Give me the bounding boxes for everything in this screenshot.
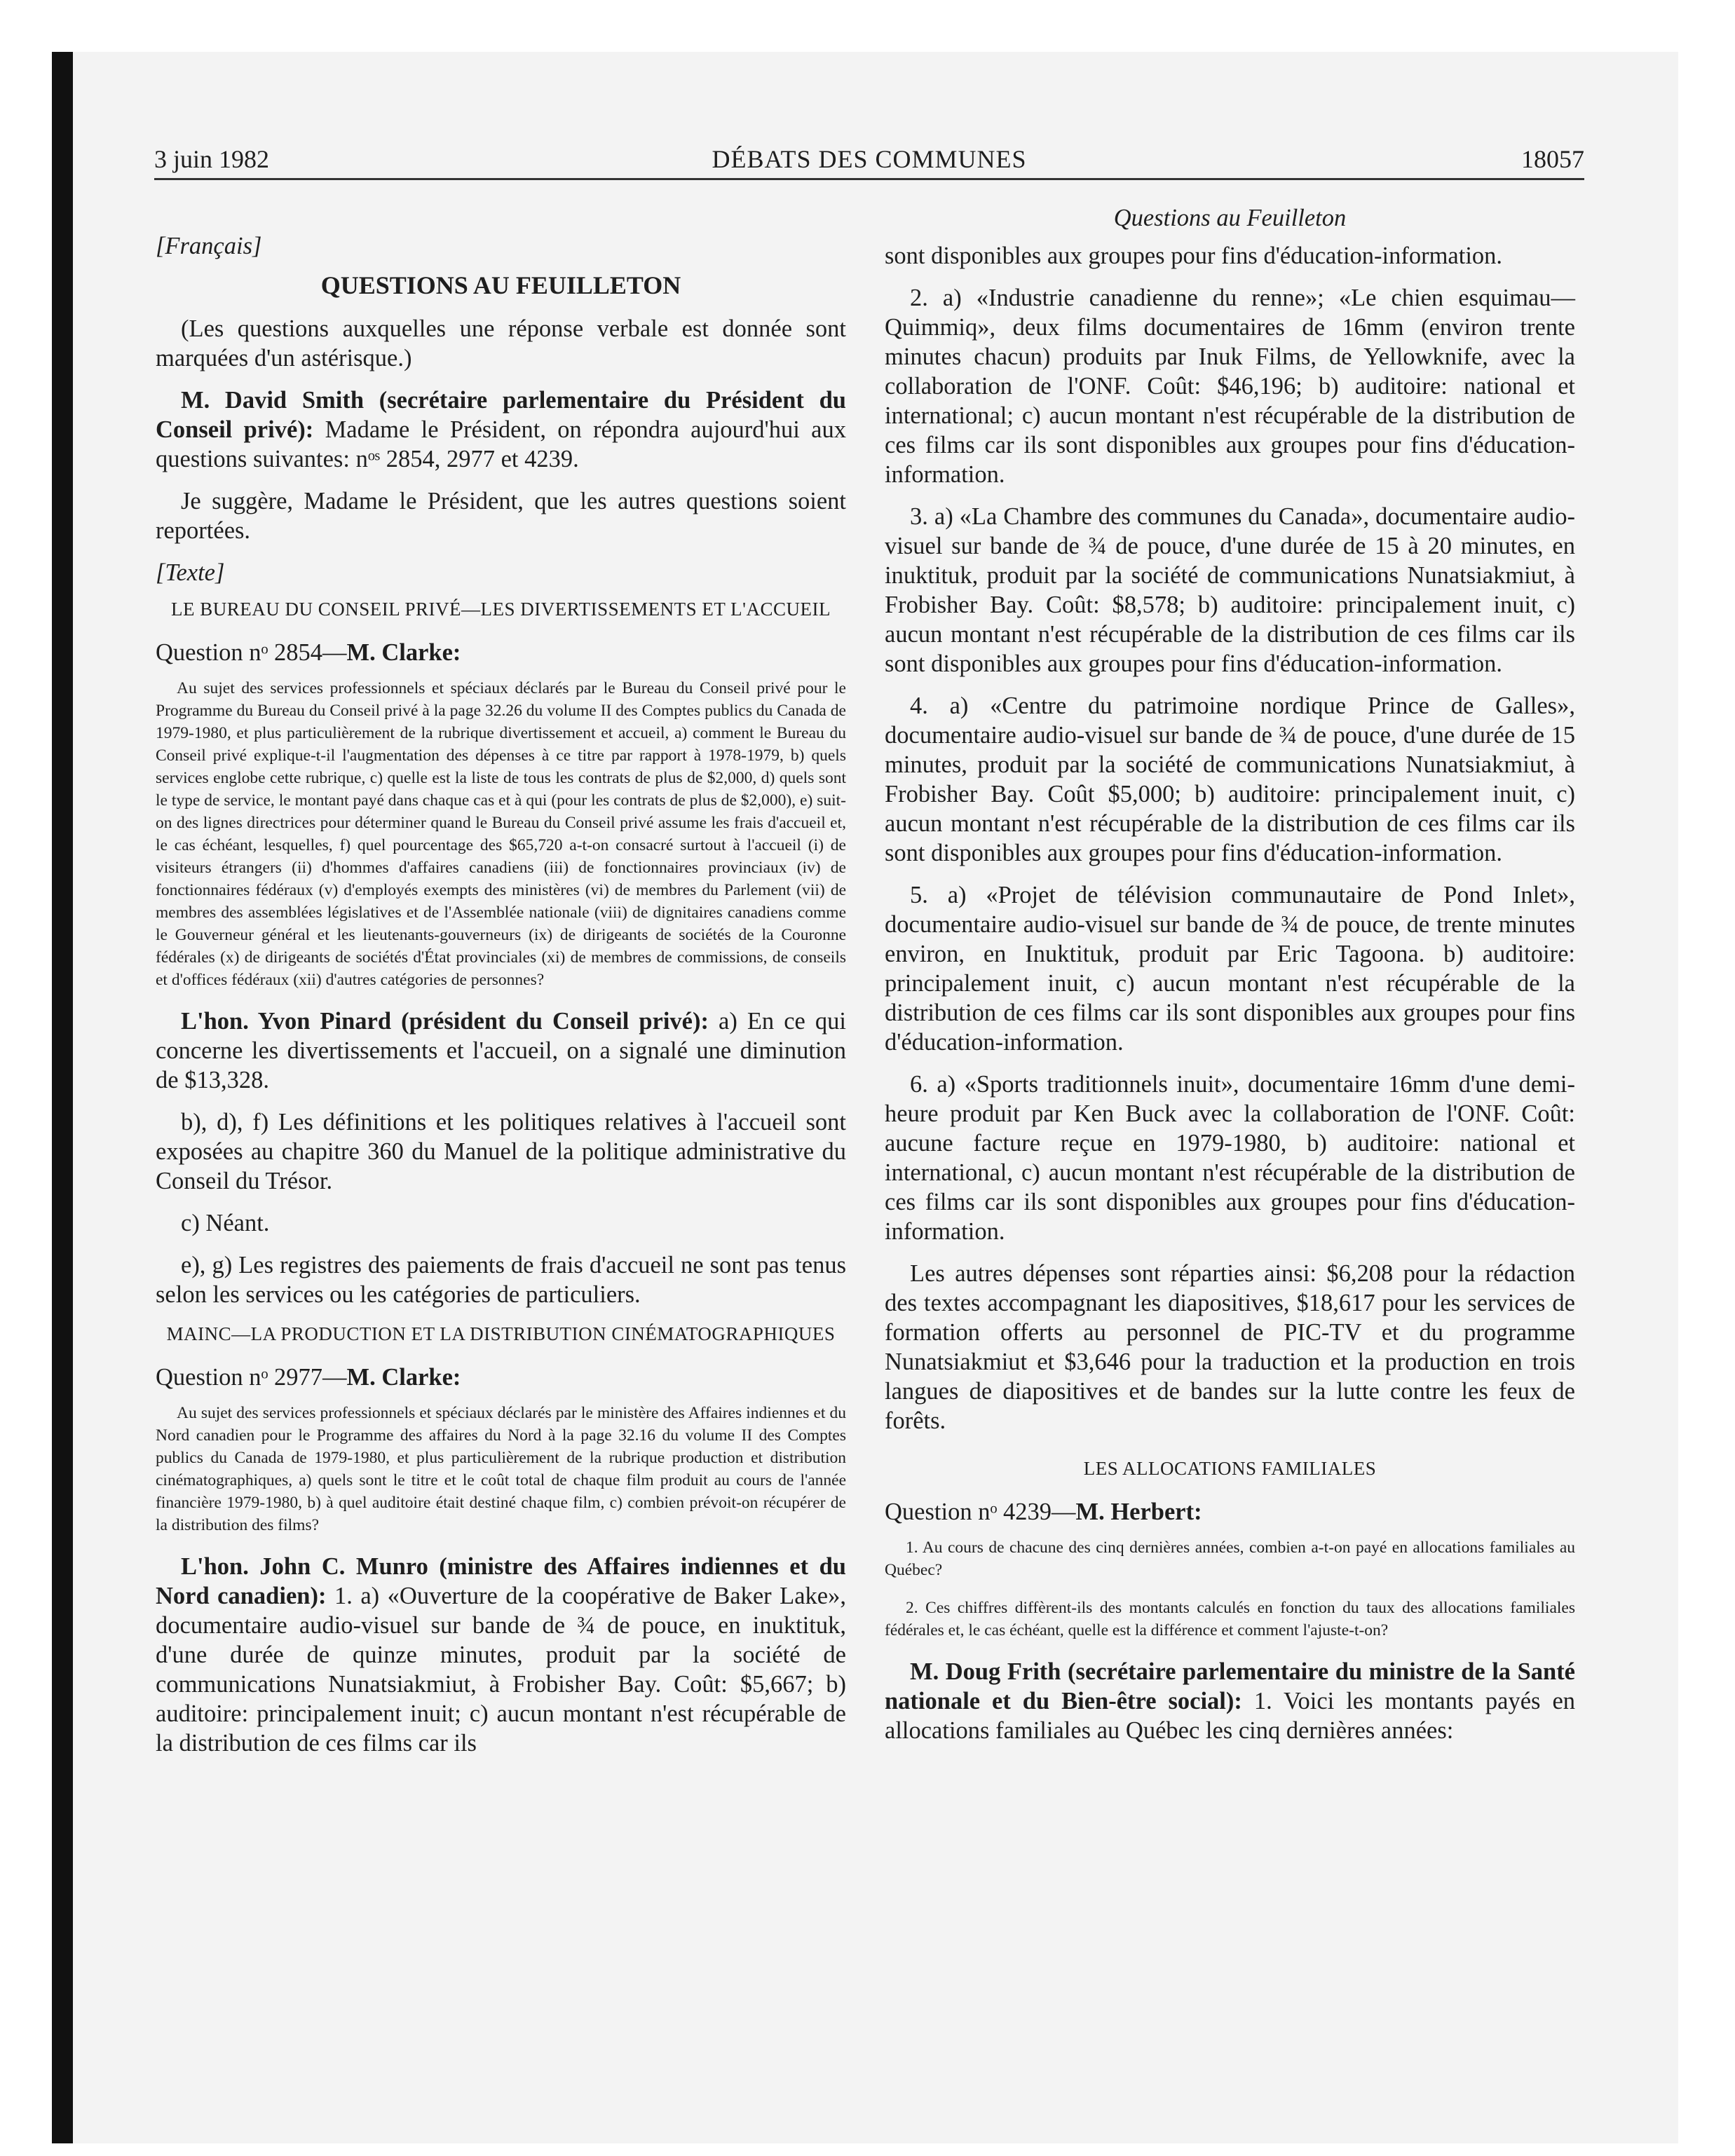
question-2854-text: Au sujet des services professionnels et spéciaux déclarés par le Bureau du Conseil privé pour le Programme du Bureau du Conseil privé à la page 32.26 du volume II des Comptes publics du Canada de 1979-1980, et plus particulièrement de la rubrique divertissement et accueil, a) comment le Bureau du Conseil privé explique-t-il l'augmentation des dépenses à ce titre par rapport à 1978-1979, b) quels services englobe cette rubrique, c) quelle est la liste de tous les contrats de plus de $2,000, d) quels sont le type de service, le montant payé dans chaque cas et à qui (pour les contrats de plus de $2,000), e) suit-on des lignes directrices pour déterminer quand le Bureau du Conseil privé assume les frais d'accueil et, le cas échéant, lesquelles, f) quel pourcentage des $65,720 a-t-on consacré surtout à l'accueil (i) de visiteurs étrangers (ii) d'hommes d'affaires canadiens (iii) de fonctionnaires provinciaux (iv) de fonctionnaires fédéraux (v) d'employés exempts des ministères (vi) de membres du Parlement (vii) de membres des assemblées législatives et de l'Assemblée nationale (viii) de dignitaires canadiens comme le Gouverneur général et les lieutenants-gouverneurs (ix) de dirigeants de sociétés de la Couronne fédérales (x) de dirigeants de sociétés d'État provinciales (xi) de membres de commissions, de conseils et d'offices fédéraux (xii) d'autres catégories de personnes?	[156, 679, 846, 989]
scan-left-edge	[52, 52, 73, 2143]
film-item-5: 5. a) «Projet de télévision communautaire de Pond Inlet», documentaire audio-visuel sur bande de ¾ de pouce, de trente minutes environ, en Inuktituk, produit par Eric Tagoona. b) auditoire: principalement inuit, c) aucun montant n'est récupérable de la distribution de ces films car ils sont disponibles aux groupes pour fins d'éducation-information.	[885, 882, 1575, 1056]
question-2977-label: Question nᵒ 2977—	[156, 1364, 347, 1391]
header-rule	[154, 178, 1584, 180]
question-2854-member: M. Clarke:	[346, 639, 461, 666]
subheading-allocations: LES ALLOCATIONS FAMILIALES	[1083, 1458, 1377, 1479]
question-2854-heading	[156, 638, 846, 667]
film-item-2: 2. a) «Industrie canadienne du renne»; «Le chien esquimau—Quimmiq», deux films documentaires de 16mm (environ trente minutes chacun) produits par Inuk Films, de Yellowknife, avec la collaboration de l'ONF. Coût: $46,196; b) auditoire: national et international; c) aucun montant n'est récupérable de la distribution de ces films car ils sont disponibles aux groupes pour fins d'éducation-information.	[885, 285, 1575, 488]
frith-paragraph	[885, 1657, 1575, 1745]
language-tag-texte: [Texte]	[156, 559, 225, 586]
language-tag-francais: [Français]	[156, 233, 262, 259]
other-expenses-paragraph: Les autres dépenses sont réparties ainsi: $6,208 pour la rédaction des textes accompagnant les diapositives, $18,617 pour les services de formation offerts au personnel de PIC-TV et du programme Nunatsiakmiut et $3,646 pour la traduction et la production en trois langues de diapositives et de bandes sur la lutte contre les feux de forêts.	[885, 1260, 1575, 1434]
header-page-number: 18057	[1521, 145, 1584, 173]
question-2977-member: M. Clarke:	[346, 1364, 461, 1391]
question-2854-label: Question nᵒ 2854—	[156, 639, 347, 666]
question-4239-heading	[885, 1497, 1575, 1527]
subheading-conseil-prive: LE BUREAU DU CONSEIL PRIVÉ—LES DIVERTISSEMENTS ET L'ACCUEIL	[171, 599, 831, 620]
answer-c: c) Néant.	[181, 1210, 270, 1236]
film-item-3: 3. a) «La Chambre des communes du Canada», documentaire audio-visuel sur bande de ¾ de pouce, d'une durée de 15 à 20 minutes, en inuktituk, produit par la société de communications Nunatsiakmiut, à Frobisher Bay. Coût: $8,578; b) auditoire: principalement inuit, c) aucun montant n'est récupérable de la distribution de ces films car ils sont disponibles aux groupes pour fins d'éducation-information.	[885, 503, 1575, 677]
smith-paragraph	[156, 386, 846, 474]
right-column	[885, 193, 1575, 1758]
speaker-pinard: L'hon. Yvon Pinard (président du Conseil privé):	[181, 1008, 709, 1035]
question-2977-heading	[156, 1363, 846, 1392]
question-4239-member: M. Herbert:	[1075, 1499, 1202, 1525]
pinard-paragraph	[156, 1007, 846, 1095]
continuation-paragraph: sont disponibles aux groupes pour fins d'éducation-information.	[885, 243, 1503, 269]
frith-text: 1. Voici les montants payés en allocations familiales au Québec les cinq dernières années:	[885, 1688, 1576, 1744]
pinard-text: a) En ce qui concerne les divertissements et l'accueil, on a signalé une diminution de $13,328.	[156, 1008, 846, 1093]
page-header	[154, 140, 1584, 179]
smith-text: Madame le Président, on répondra aujourd'hui aux questions suivantes: nᵒˢ 2854, 2977 et 4239.	[156, 416, 846, 472]
question-4239-part-2: 2. Ces chiffres diffèrent-ils des montants calculés en fonction du taux des allocations familiales fédérales et, le cas échéant, quelle est la différence et comment l'ajuste-t-on?	[885, 1599, 1575, 1639]
running-head: Questions au Feuilleton	[1113, 205, 1347, 231]
munro-text: 1. a) «Ouverture de la coopérative de Baker Lake», documentaire audio-visuel sur bande de ¾ de pouce, en inuktituk, d'une durée de quinze minutes, produit par la société de communications Nunatsiakmiut, à Frobisher Bay. Coût: $5,667; b) auditoire: principalement inuit; c) aucun montant n'est récupérable de la distribution de ces films car ils	[156, 1583, 846, 1756]
speaker-frith: M. Doug Frith (secrétaire parlementaire du ministre de la Santé nationale et du Bien-être social):	[885, 1658, 1575, 1714]
film-item-4: 4. a) «Centre du patrimoine nordique Prince de Galles», documentaire audio-visuel sur bande de ¾ de pouce, d'une durée de 15 minutes, produit par la société de communications Nunatsiakmiut, à Frobisher Bay. Coût $5,000; b) auditoire: principalement inuit, c) aucun montant n'est récupérable de la distribution de ces films car ils sont disponibles aux groupes pour fins d'éducation-information.	[885, 692, 1575, 866]
header-title: DÉBATS DES COMMUNES	[712, 145, 1027, 173]
question-4239-label: Question nᵒ 4239—	[885, 1499, 1076, 1525]
left-column	[156, 189, 846, 1770]
answer-eg: e), g) Les registres des paiements de frais d'accueil ne sont pas tenus selon les services ou les catégories de particuliers.	[156, 1252, 846, 1308]
film-item-6: 6. a) «Sports traditionnels inuit», documentaire 16mm d'une demi-heure produit par Ken Buck avec la collaboration de l'ONF. Coût: aucune facture reçue en 1979-1980, b) auditoire: national et international, c) aucun montant n'est récupérable de la distribution de ces films car ils sont disponibles aux groupes pour fins d'éducation-information.	[885, 1071, 1575, 1245]
question-4239-part-1: 1. Au cours de chacune des cinq dernières années, combien a-t-on payé en allocations familiales au Québec?	[885, 1538, 1575, 1579]
header-date: 3 juin 1982	[154, 145, 270, 173]
answer-bdf: b), d), f) Les définitions et les politiques relatives à l'accueil sont exposées au chapitre 360 du Manuel de la politique administrative du Conseil du Trésor.	[156, 1109, 846, 1194]
note-paragraph: (Les questions auxquelles une réponse verbale est donnée sont marquées d'un astérisque.)	[156, 315, 846, 371]
subheading-mainc: MAINC—LA PRODUCTION ET LA DISTRIBUTION CINÉMATOGRAPHIQUES	[166, 1323, 836, 1344]
suggest-paragraph: Je suggère, Madame le Président, que les autres questions soient reportées.	[156, 488, 846, 544]
question-2977-text: Au sujet des services professionnels et spéciaux déclarés par le ministère des Affaires indiennes et du Nord canadien pour le Programme des affaires du Nord à la page 32.16 du volume II des Comptes publics du Canada de 1979-1980, et plus particulièrement de la rubrique production et distribution cinématographiques, a) quels sont le titre et le coût total de chaque film produit au cours de l'année financière 1979-1980, b) à quel auditoire était destiné chaque film, c) combien prévoit-on récupérer de la distribution des films?	[156, 1404, 846, 1534]
section-title: QUESTIONS AU FEUILLETON	[320, 271, 681, 299]
speaker-smith: M. David Smith (secrétaire parlementaire du Président du Conseil privé):	[156, 387, 846, 443]
speaker-munro: L'hon. John C. Munro (ministre des Affaires indiennes et du Nord canadien):	[156, 1553, 846, 1609]
munro-paragraph	[156, 1552, 846, 1758]
